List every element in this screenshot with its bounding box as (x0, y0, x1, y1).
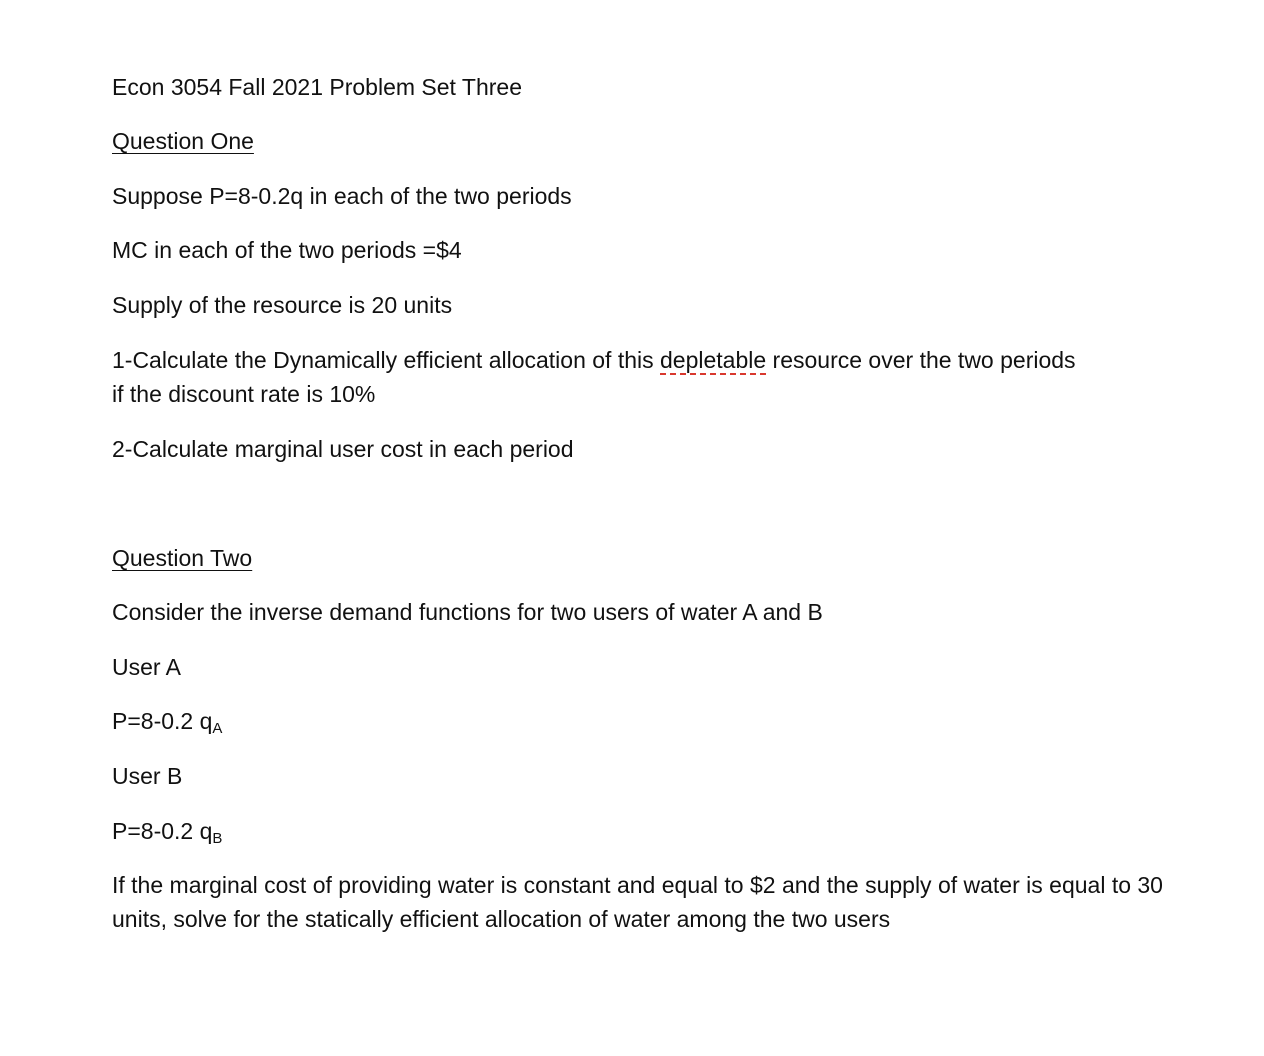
question-two-heading: Question Two (112, 545, 253, 571)
q2-user-b-equation (112, 814, 222, 856)
q1-part1-text-before: 1-Calculate the Dynamically efficient allocation of this (112, 347, 661, 373)
q2-user-a-equation-main: P=8-0.2 q (112, 708, 213, 734)
q1-marginal-cost-statement: MC in each of the two periods =$4 (112, 237, 462, 263)
q1-supply-statement: Supply of the resource is 20 units (112, 292, 453, 318)
q1-part2: 2-Calculate marginal user cost in each period (112, 436, 574, 462)
q1-demand-statement: Suppose P=8-0.2q in each of the two periods (112, 183, 572, 209)
q1-part1-line1 (112, 343, 1076, 377)
q1-part1-line2: if the discount rate is 10% (112, 381, 376, 407)
question-one-heading: Question One (112, 128, 254, 154)
q2-user-a-subscript: A (212, 720, 223, 737)
document-title: Econ 3054 Fall 2021 Problem Set Three (112, 74, 522, 100)
q1-part1-text-after: resource over the two periods (766, 347, 1076, 373)
q2-intro: Consider the inverse demand functions for two users of water A and B (112, 599, 823, 625)
q2-user-b-subscript: B (212, 830, 223, 847)
spellcheck-flagged-word[interactable]: depletable (660, 347, 767, 373)
q2-user-a-label: User A (112, 654, 182, 680)
q2-user-a-equation (112, 704, 222, 746)
q2-user-b-equation-main: P=8-0.2 q (112, 818, 213, 844)
q2-question: If the marginal cost of providing water is constant and equal to $2 and the supply of water is equal to 30 units, solve for the statically efficient allocation of water among the two users (112, 872, 1163, 932)
q2-user-b-label: User B (112, 763, 183, 789)
